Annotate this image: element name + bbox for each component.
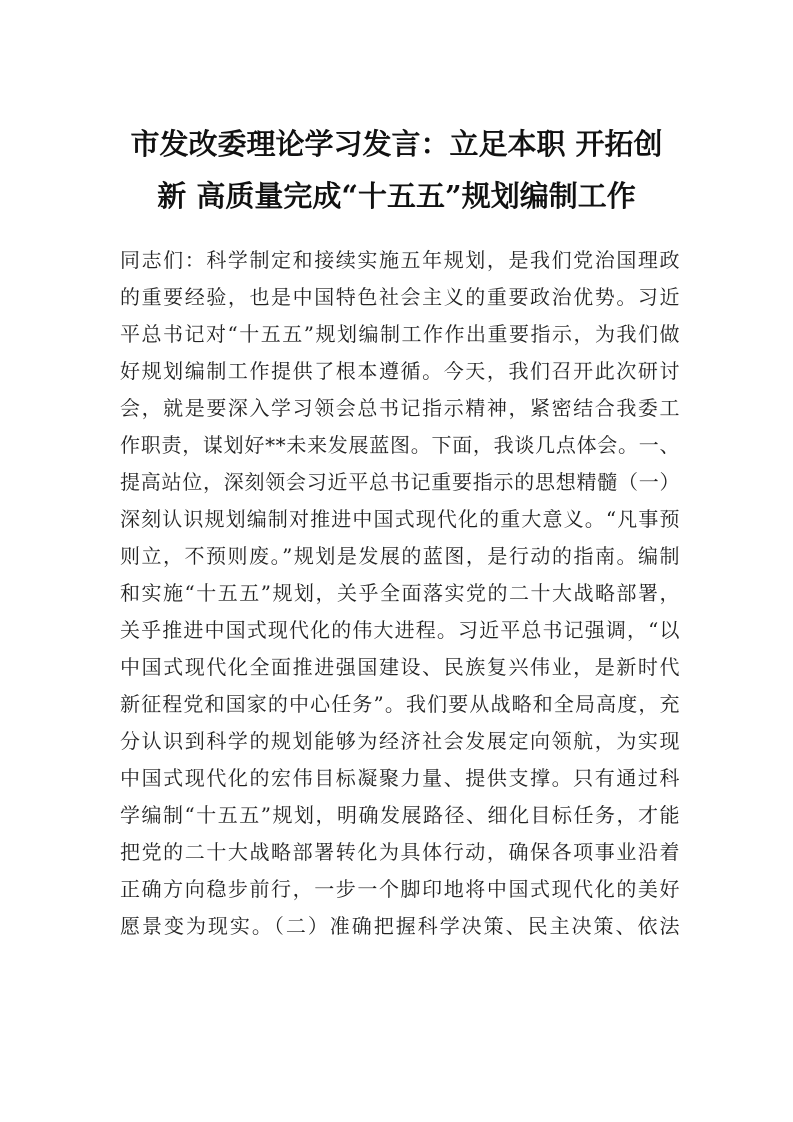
body-line: 深刻认识规划编制对推进中国式现代化的重大意义。“凡事预 xyxy=(120,507,680,531)
body-line: 和实施“十五五”规划，关乎全面落实党的二十大战略部署， xyxy=(120,581,680,605)
body-line: 则立，不预则废。”规划是发展的蓝图，是行动的指南。编制 xyxy=(120,544,680,568)
body-line: 作职责，谋划好**未来发展蓝图。下面，我谈几点体会。一、 xyxy=(120,433,680,457)
title-line: 新 高质量完成“十五五”规划编制工作 xyxy=(157,179,636,213)
body-line: 正确方向稳步前行，一步一个脚印地将中国式现代化的美好 xyxy=(120,877,680,901)
body-line: 好规划编制工作提供了根本遵循。今天，我们召开此次研讨 xyxy=(120,359,680,383)
body-line: 关乎推进中国式现代化的伟大进程。习近平总书记强调，“以 xyxy=(120,618,680,642)
document-title xyxy=(96,118,697,222)
document-body xyxy=(120,242,680,945)
title-line: 市发改委理论学习发言：立足本职 开拓创 xyxy=(130,127,663,161)
body-line: 同志们：科学制定和接续实施五年规划，是我们党治国理政 xyxy=(120,248,680,272)
body-line: 把党的二十大战略部署转化为具体行动，确保各项事业沿着 xyxy=(120,840,680,864)
body-line: 愿景变为现实。（二）准确把握科学决策、民主决策、依法 xyxy=(120,914,680,938)
body-line: 会，就是要深入学习领会总书记指示精神，紧密结合我委工 xyxy=(120,396,680,420)
body-line: 学编制“十五五”规划，明确发展路径、细化目标任务，才能 xyxy=(120,803,680,827)
body-line: 中国式现代化全面推进强国建设、民族复兴伟业，是新时代 xyxy=(120,655,680,679)
body-line: 平总书记对“十五五”规划编制工作作出重要指示，为我们做 xyxy=(120,322,680,346)
body-line: 新征程党和国家的中心任务”。我们要从战略和全局高度，充 xyxy=(120,692,680,716)
body-line: 的重要经验，也是中国特色社会主义的重要政治优势。习近 xyxy=(120,285,680,309)
body-line: 分认识到科学的规划能够为经济社会发展定向领航，为实现 xyxy=(120,729,680,753)
body-line: 提高站位，深刻领会习近平总书记重要指示的思想精髓（一） xyxy=(120,470,680,494)
body-line: 中国式现代化的宏伟目标凝聚力量、提供支撑。只有通过科 xyxy=(120,766,680,790)
